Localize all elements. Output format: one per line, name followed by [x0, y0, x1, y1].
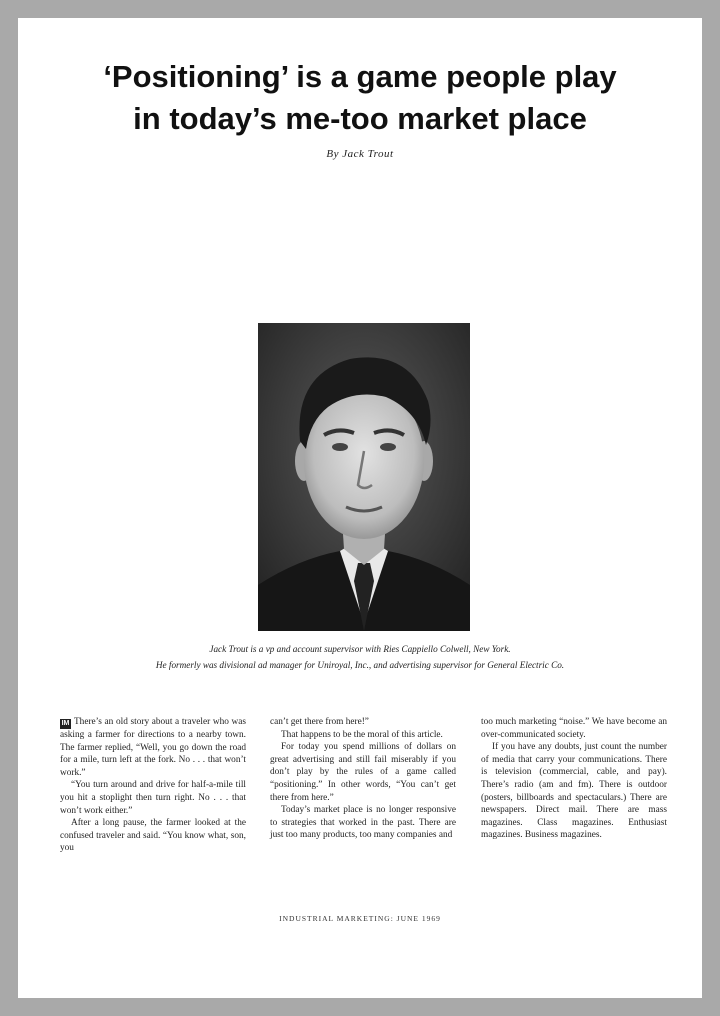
paragraph-text: There’s an old story about a traveler who was asking a farmer for directions to a nearby town. The farmer replied, “Well, you go down the road for a mile, turn left at the fork. No . . . that won’t work.” — [60, 717, 246, 778]
caption-line-2: He formerly was divisional ad manager for Uniroyal, Inc., and advertising supervisor for General Electric Co. — [155, 660, 565, 670]
publication-logo-icon: IM — [61, 720, 70, 727]
body-paragraph: For today you spend millions of dollars on great advertising and still fail miserably if you don’t play by the rules of a game called “positioning.” In other words, “You can’t get there from here.” — [270, 742, 456, 803]
article-headline — [38, 56, 682, 140]
portrait-illustration — [258, 323, 470, 631]
body-column-3 — [481, 716, 667, 842]
body-paragraph — [60, 716, 246, 779]
byline: By Jack Trout — [326, 148, 394, 160]
body-paragraph: Today’s market place is no longer responsive to strategies that worked in the past. There are just too many products, too many companies and — [270, 805, 456, 841]
body-paragraph: After a long pause, the farmer looked at the confused traveler and said. “You know what, son, you — [60, 818, 246, 854]
body-paragraph: “You turn around and drive for half-a-mile till you hit a stoplight then turn right. No . . . that won’t work either.” — [60, 780, 246, 816]
body-paragraph: too much marketing “noise.” We have become an over-communicated society. — [481, 717, 667, 740]
photo-caption — [48, 641, 672, 673]
body-column-2 — [270, 716, 456, 842]
headline-line-1: ‘Positioning’ is a game people play — [103, 59, 617, 94]
author-portrait-photo — [258, 323, 470, 631]
headline-line-2: in today’s me-too market place — [133, 101, 587, 136]
magazine-page — [18, 18, 702, 998]
body-column-1 — [60, 716, 246, 855]
body-paragraph: That happens to be the moral of this article. — [281, 729, 443, 740]
page-footer: INDUSTRIAL MARKETING: JUNE 1969 — [279, 914, 441, 923]
caption-line-1: Jack Trout is a vp and account supervisor with Ries Cappiello Colwell, New York. — [209, 644, 511, 654]
body-paragraph: can’t get there from here!” — [270, 717, 369, 727]
body-paragraph: If you have any doubts, just count the number of media that carry your communications. There is television (commercial, cable, and pay). There’s radio (am and fm). There is outdoor (posters, billboards and spectaculars.) There are newspapers. Direct mail. There are mass magazines. Class magazines. Enthusiast magazines. Business magazines. — [481, 742, 667, 841]
